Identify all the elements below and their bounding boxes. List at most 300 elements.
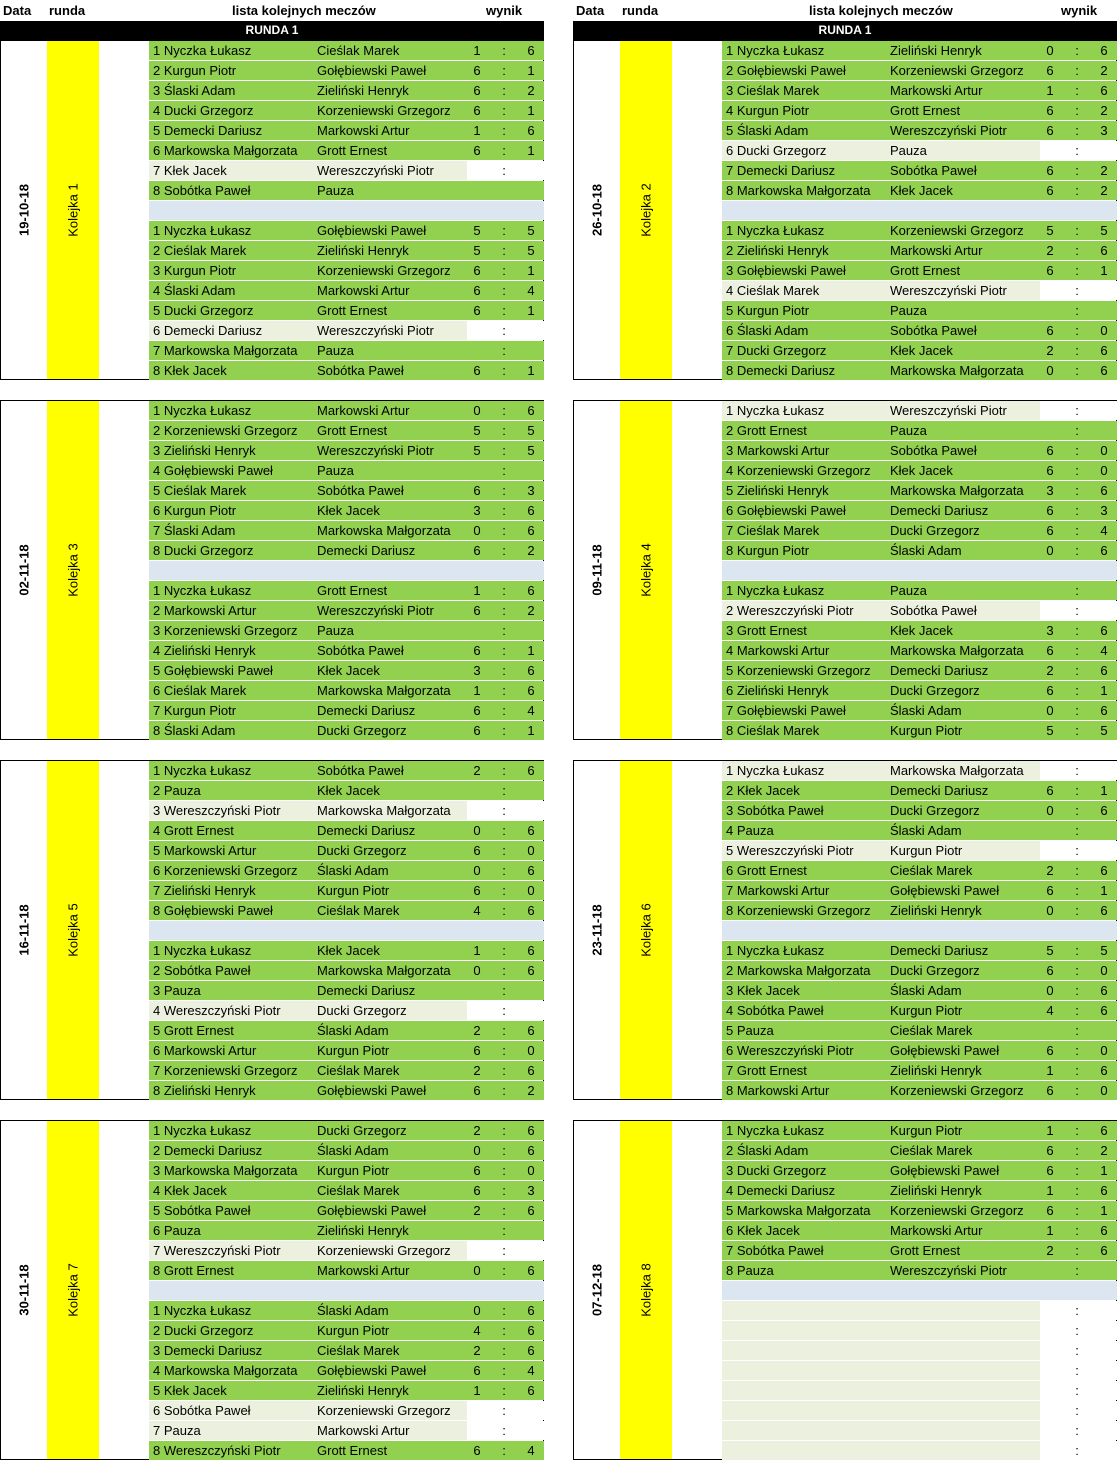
player-away: Ślaski Adam (890, 543, 962, 558)
player-away: Markowski Artur (317, 1263, 410, 1278)
score-colon: : (502, 443, 506, 458)
score-away: 5 (1100, 943, 1108, 958)
match-row (149, 241, 544, 260)
match-row (722, 1381, 1117, 1400)
score-away: 6 (527, 1203, 535, 1218)
player-away: Grott Ernest (890, 103, 961, 118)
score-colon: : (502, 983, 506, 998)
match-row (722, 421, 1117, 440)
score-colon: : (502, 523, 506, 538)
match-row (149, 721, 544, 740)
match-row (722, 1141, 1117, 1160)
score-away: 1 (1100, 263, 1108, 278)
player-away: Ducki Grzegorz (317, 843, 407, 858)
date-cell (574, 41, 620, 379)
player-away: Gołębiewski Paweł (317, 1363, 427, 1378)
score-home: 6 (1046, 1143, 1054, 1158)
player-away: Wereszczyński Piotr (317, 323, 434, 338)
player-home: 6 Ślaski Adam (726, 323, 809, 338)
match-row (149, 41, 544, 60)
score-colon: : (1075, 983, 1079, 998)
score-colon: : (502, 283, 506, 298)
score-colon: : (502, 1263, 506, 1278)
date-label: 09-11-18 (589, 544, 605, 596)
player-away: Demecki Dariusz (890, 503, 989, 518)
player-home: 6 Ducki Grzegorz (726, 143, 827, 158)
match-row (149, 941, 544, 960)
kolejka-label: Kolejka 4 (638, 543, 654, 597)
score-colon: : (1075, 1323, 1079, 1338)
player-away: Zieliński Henryk (890, 1063, 982, 1078)
score-home: 5 (473, 423, 481, 438)
player-home: 6 Korzeniewski Grzegorz (153, 863, 298, 878)
score-home: 0 (473, 863, 481, 878)
match-row (149, 1181, 544, 1200)
player-away: Korzeniewski Grzegorz (317, 103, 451, 118)
score-away: 0 (1100, 963, 1108, 978)
player-away: Markowska Małgorzata (890, 363, 1024, 378)
player-away: Kurgun Piotr (317, 1323, 390, 1338)
player-away: Markowski Artur (317, 123, 410, 138)
score-colon: : (1075, 1383, 1079, 1398)
score-away: 6 (1100, 1123, 1108, 1138)
player-away: Zieliński Henryk (317, 1383, 409, 1398)
score-home: 6 (473, 1043, 481, 1058)
player-home: 8 Markowski Artur (726, 1083, 830, 1098)
player-home: 3 Korzeniewski Grzegorz (153, 623, 298, 638)
score-home: 3 (473, 503, 481, 518)
match-row (722, 941, 1117, 960)
score-colon: : (502, 543, 506, 558)
match-row (722, 881, 1117, 900)
match-row (149, 661, 544, 680)
player-home: 8 Korzeniewski Grzegorz (726, 903, 871, 918)
player-away: Kłek Jacek (317, 783, 380, 798)
player-home: 5 Demecki Dariusz (153, 123, 263, 138)
kolejka-cell (47, 761, 99, 1099)
match-row (149, 1341, 544, 1360)
player-away: Grott Ernest (317, 303, 388, 318)
score-colon: : (1075, 823, 1079, 838)
score-away: 3 (1100, 123, 1108, 138)
player-away: Kłek Jacek (317, 943, 380, 958)
match-row (149, 501, 544, 520)
score-away: 2 (1100, 183, 1108, 198)
score-colon: : (502, 1023, 506, 1038)
player-home: 5 Ślaski Adam (726, 123, 809, 138)
match-row (722, 1221, 1117, 1240)
score-colon: : (1075, 1043, 1079, 1058)
player-home: 4 Grott Ernest (153, 823, 234, 838)
score-colon: : (1075, 1023, 1079, 1038)
match-row (722, 41, 1117, 60)
date-cell (1, 401, 47, 739)
score-colon: : (1075, 1143, 1079, 1158)
score-colon: : (1075, 763, 1079, 778)
player-away: Pauza (317, 623, 354, 638)
score-home: 6 (1046, 443, 1054, 458)
score-away: 6 (527, 1323, 535, 1338)
score-colon: : (502, 223, 506, 238)
player-home: 3 Grott Ernest (726, 623, 807, 638)
score-home: 2 (473, 1063, 481, 1078)
score-colon: : (502, 1223, 506, 1238)
player-away: Sobótka Paweł (890, 603, 977, 618)
half-separator (722, 201, 1117, 220)
score-home: 1 (473, 583, 481, 598)
player-home: 2 Kurgun Piotr (153, 63, 237, 78)
score-away: 5 (527, 423, 535, 438)
score-home: 1 (473, 683, 481, 698)
player-home: 1 Nyczka Łukasz (726, 223, 825, 238)
score-colon: : (1075, 283, 1079, 298)
score-colon: : (1075, 543, 1079, 558)
score-away: 1 (1100, 883, 1108, 898)
score-colon: : (502, 403, 506, 418)
player-away: Ducki Grzegorz (317, 1123, 407, 1138)
match-row (722, 121, 1117, 140)
match-row (722, 301, 1117, 320)
score-home: 6 (1046, 523, 1054, 538)
score-away: 4 (527, 703, 535, 718)
player-home: 5 Markowski Artur (153, 843, 257, 858)
score-away: 1 (527, 63, 535, 78)
player-home: 1 Nyczka Łukasz (153, 763, 252, 778)
score-home: 6 (1046, 1083, 1054, 1098)
half-separator (149, 1281, 544, 1300)
player-away: Wereszczyński Piotr (890, 1263, 1007, 1278)
score-colon: : (502, 663, 506, 678)
player-away: Ślaski Adam (890, 823, 962, 838)
match-row (722, 1441, 1117, 1460)
match-row (149, 1021, 544, 1040)
player-home: 6 Sobótka Paweł (153, 1403, 251, 1418)
match-row (149, 961, 544, 980)
date-cell (1, 1121, 47, 1459)
score-home: 1 (1046, 1063, 1054, 1078)
player-home: 3 Markowski Artur (726, 443, 830, 458)
score-colon: : (502, 163, 506, 178)
score-home: 2 (1046, 343, 1054, 358)
score-colon: : (502, 863, 506, 878)
player-away: Kłek Jacek (890, 183, 953, 198)
match-row (722, 541, 1117, 560)
date-cell (1, 761, 47, 1099)
score-colon: : (1075, 1083, 1079, 1098)
date-label: 02-11-18 (16, 544, 32, 596)
score-colon: : (502, 703, 506, 718)
score-away: 0 (527, 1043, 535, 1058)
score-home: 6 (1046, 783, 1054, 798)
score-colon: : (502, 63, 506, 78)
kolejka-label: Kolejka 7 (65, 1263, 81, 1317)
score-away: 5 (1100, 223, 1108, 238)
score-home: 2 (1046, 1243, 1054, 1258)
score-colon: : (502, 1303, 506, 1318)
player-home: 5 Kłek Jacek (153, 1383, 227, 1398)
score-colon: : (1075, 83, 1079, 98)
score-away: 6 (527, 1143, 535, 1158)
score-home: 4 (473, 903, 481, 918)
score-colon: : (1075, 163, 1079, 178)
score-away: 6 (1100, 623, 1108, 638)
score-away: 6 (527, 43, 535, 58)
half-separator (149, 921, 544, 940)
score-colon: : (502, 1123, 506, 1138)
match-row (149, 481, 544, 500)
score-home: 4 (1046, 1003, 1054, 1018)
score-colon: : (1075, 1343, 1079, 1358)
player-away: Markowska Małgorzata (317, 683, 451, 698)
player-home: 1 Nyczka Łukasz (153, 403, 252, 418)
player-home: 1 Nyczka Łukasz (153, 1303, 252, 1318)
player-home: 6 Markowska Małgorzata (153, 143, 298, 158)
player-away: Cieślak Marek (317, 43, 400, 58)
player-home: 2 Korzeniewski Grzegorz (153, 423, 298, 438)
match-row (149, 361, 544, 380)
score-colon: : (1075, 583, 1079, 598)
match-row (149, 301, 544, 320)
match-row (722, 401, 1117, 420)
match-row (149, 521, 544, 540)
player-away: Demecki Dariusz (317, 983, 416, 998)
score-colon: : (1075, 123, 1079, 138)
player-away: Grott Ernest (890, 1243, 961, 1258)
score-colon: : (502, 603, 506, 618)
score-away: 2 (1100, 163, 1108, 178)
kolejka-label: Kolejka 6 (638, 903, 654, 957)
score-colon: : (1075, 243, 1079, 258)
score-colon: : (1075, 1163, 1079, 1178)
score-colon: : (502, 263, 506, 278)
date-label: 23-11-18 (589, 904, 605, 956)
score-home: 0 (473, 963, 481, 978)
player-away: Zieliński Henryk (890, 1183, 982, 1198)
score-away: 1 (1100, 1203, 1108, 1218)
score-home: 3 (1046, 483, 1054, 498)
match-row (722, 101, 1117, 120)
player-home: 2 Zieliński Henryk (726, 243, 829, 258)
player-away: Zieliński Henryk (317, 83, 409, 98)
match-row (722, 1181, 1117, 1200)
score-home: 1 (1046, 1223, 1054, 1238)
player-home: 4 Ślaski Adam (153, 283, 236, 298)
score-home: 5 (1046, 723, 1054, 738)
match-row (722, 261, 1117, 280)
score-colon: : (1075, 843, 1079, 858)
score-colon: : (1075, 443, 1079, 458)
match-row (149, 441, 544, 460)
match-row (149, 701, 544, 720)
player-away: Markowska Małgorzata (890, 483, 1024, 498)
match-row (722, 441, 1117, 460)
player-away: Kurgun Piotr (890, 843, 963, 858)
match-row (722, 181, 1117, 200)
player-away: Ślaski Adam (317, 1143, 389, 1158)
kolejka-label: Kolejka 1 (65, 183, 81, 237)
match-row (722, 1061, 1117, 1080)
match-row (722, 81, 1117, 100)
player-away: Korzeniewski Grzegorz (890, 223, 1024, 238)
match-row (149, 1301, 544, 1320)
player-away: Demecki Dariusz (317, 823, 416, 838)
player-away: Gołębiewski Paweł (317, 1203, 427, 1218)
date-label: 26-10-18 (589, 183, 605, 237)
match-list (722, 401, 1117, 739)
player-home: 2 Gołębiewski Paweł (726, 63, 846, 78)
player-home: 7 Korzeniewski Grzegorz (153, 1063, 298, 1078)
score-colon: : (1075, 643, 1079, 658)
match-row (722, 861, 1117, 880)
player-home: 7 Markowska Małgorzata (153, 343, 298, 358)
match-list (149, 761, 544, 1099)
score-home: 5 (473, 223, 481, 238)
player-home: 2 Ślaski Adam (726, 1143, 809, 1158)
score-home: 6 (473, 483, 481, 498)
score-home: 1 (473, 1383, 481, 1398)
score-colon: : (1075, 723, 1079, 738)
score-away: 6 (527, 943, 535, 958)
player-home: 6 Wereszczyński Piotr (726, 1043, 854, 1058)
score-away: 1 (1100, 1163, 1108, 1178)
player-home: 8 Ducki Grzegorz (153, 543, 254, 558)
player-away: Zieliński Henryk (890, 903, 982, 918)
score-away: 6 (527, 1263, 535, 1278)
score-colon: : (502, 363, 506, 378)
date-label: 07-12-18 (589, 1263, 605, 1317)
score-away: 1 (527, 643, 535, 658)
match-row (722, 481, 1117, 500)
match-row (722, 1121, 1117, 1140)
date-cell (574, 1121, 620, 1459)
score-away: 1 (527, 303, 535, 318)
player-home: 8 Ślaski Adam (153, 723, 236, 738)
score-home: 6 (1046, 103, 1054, 118)
player-home: 1 Nyczka Łukasz (153, 43, 252, 58)
score-colon: : (1075, 223, 1079, 238)
score-home: 6 (1046, 883, 1054, 898)
player-home: 5 Grott Ernest (153, 1023, 234, 1038)
score-away: 2 (527, 543, 535, 558)
player-away: Gołębiewski Paweł (890, 883, 1000, 898)
player-home: 6 Grott Ernest (726, 863, 807, 878)
kolejka-label: Kolejka 3 (65, 543, 81, 597)
score-away: 6 (527, 583, 535, 598)
score-colon: : (1075, 483, 1079, 498)
player-away: Ślaski Adam (890, 703, 962, 718)
score-away: 6 (527, 1123, 535, 1138)
score-colon: : (502, 783, 506, 798)
score-away: 6 (527, 1303, 535, 1318)
score-colon: : (502, 1043, 506, 1058)
player-home: 3 Sobótka Paweł (726, 803, 824, 818)
player-home: 7 Ślaski Adam (153, 523, 236, 538)
player-home: 2 Kłek Jacek (726, 783, 800, 798)
player-home: 6 Zieliński Henryk (726, 683, 829, 698)
score-home: 4 (473, 1323, 481, 1338)
score-home: 6 (473, 1183, 481, 1198)
score-away: 6 (527, 1383, 535, 1398)
score-colon: : (502, 1083, 506, 1098)
player-home: 1 Nyczka Łukasz (726, 43, 825, 58)
player-away: Kłek Jacek (317, 663, 380, 678)
half-separator (149, 561, 544, 580)
score-away: 1 (527, 263, 535, 278)
match-row (149, 861, 544, 880)
score-home: 6 (1046, 63, 1054, 78)
score-home: 0 (1046, 43, 1054, 58)
player-home: 5 Cieślak Marek (153, 483, 247, 498)
player-away: Gołębiewski Paweł (317, 223, 427, 238)
score-colon: : (1075, 1363, 1079, 1378)
score-colon: : (502, 1423, 506, 1438)
player-away: Kłek Jacek (317, 503, 380, 518)
score-home: 6 (473, 843, 481, 858)
score-away: 5 (527, 223, 535, 238)
score-home: 2 (473, 1123, 481, 1138)
player-away: Wereszczyński Piotr (317, 163, 434, 178)
score-away: 6 (1100, 1223, 1108, 1238)
match-row (149, 1081, 544, 1100)
score-away: 5 (527, 443, 535, 458)
score-away: 2 (1100, 63, 1108, 78)
score-colon: : (1075, 1183, 1079, 1198)
score-colon: : (502, 823, 506, 838)
player-away: Gołębiewski Paweł (317, 1083, 427, 1098)
match-row (149, 1361, 544, 1380)
score-away: 0 (527, 883, 535, 898)
player-home: 2 Markowski Artur (153, 603, 257, 618)
player-away: Korzeniewski Grzegorz (890, 63, 1024, 78)
date-label: 16-11-18 (16, 904, 32, 956)
match-row (722, 961, 1117, 980)
player-away: Markowski Artur (317, 1423, 410, 1438)
match-row (149, 641, 544, 660)
date-label: 19-10-18 (16, 183, 32, 237)
score-colon: : (1075, 663, 1079, 678)
player-home: 1 Nyczka Łukasz (153, 943, 252, 958)
score-home: 6 (473, 643, 481, 658)
score-home: 6 (1046, 323, 1054, 338)
match-row (149, 1401, 544, 1420)
score-home: 2 (1046, 863, 1054, 878)
runda-title: RUNDA 1 (0, 21, 544, 40)
score-home: 6 (473, 103, 481, 118)
player-home: 8 Markowska Małgorzata (726, 183, 871, 198)
score-away: 6 (527, 823, 535, 838)
player-away: Kłek Jacek (890, 343, 953, 358)
match-row (722, 1041, 1117, 1060)
score-colon: : (502, 503, 506, 518)
score-away: 6 (1100, 703, 1108, 718)
score-away: 6 (1100, 1243, 1108, 1258)
score-colon: : (1075, 323, 1079, 338)
score-colon: : (502, 1443, 506, 1458)
match-row (149, 1201, 544, 1220)
score-home: 6 (473, 1443, 481, 1458)
player-away: Korzeniewski Grzegorz (317, 263, 451, 278)
score-colon: : (1075, 1063, 1079, 1078)
score-away: 6 (527, 863, 535, 878)
player-away: Cieślak Marek (317, 1063, 400, 1078)
score-away: 0 (1100, 323, 1108, 338)
match-row (722, 621, 1117, 640)
score-home: 6 (473, 543, 481, 558)
score-home: 0 (1046, 983, 1054, 998)
score-colon: : (1075, 43, 1079, 58)
player-home: 8 Kłek Jacek (153, 363, 227, 378)
player-home: 4 Markowski Artur (726, 643, 830, 658)
